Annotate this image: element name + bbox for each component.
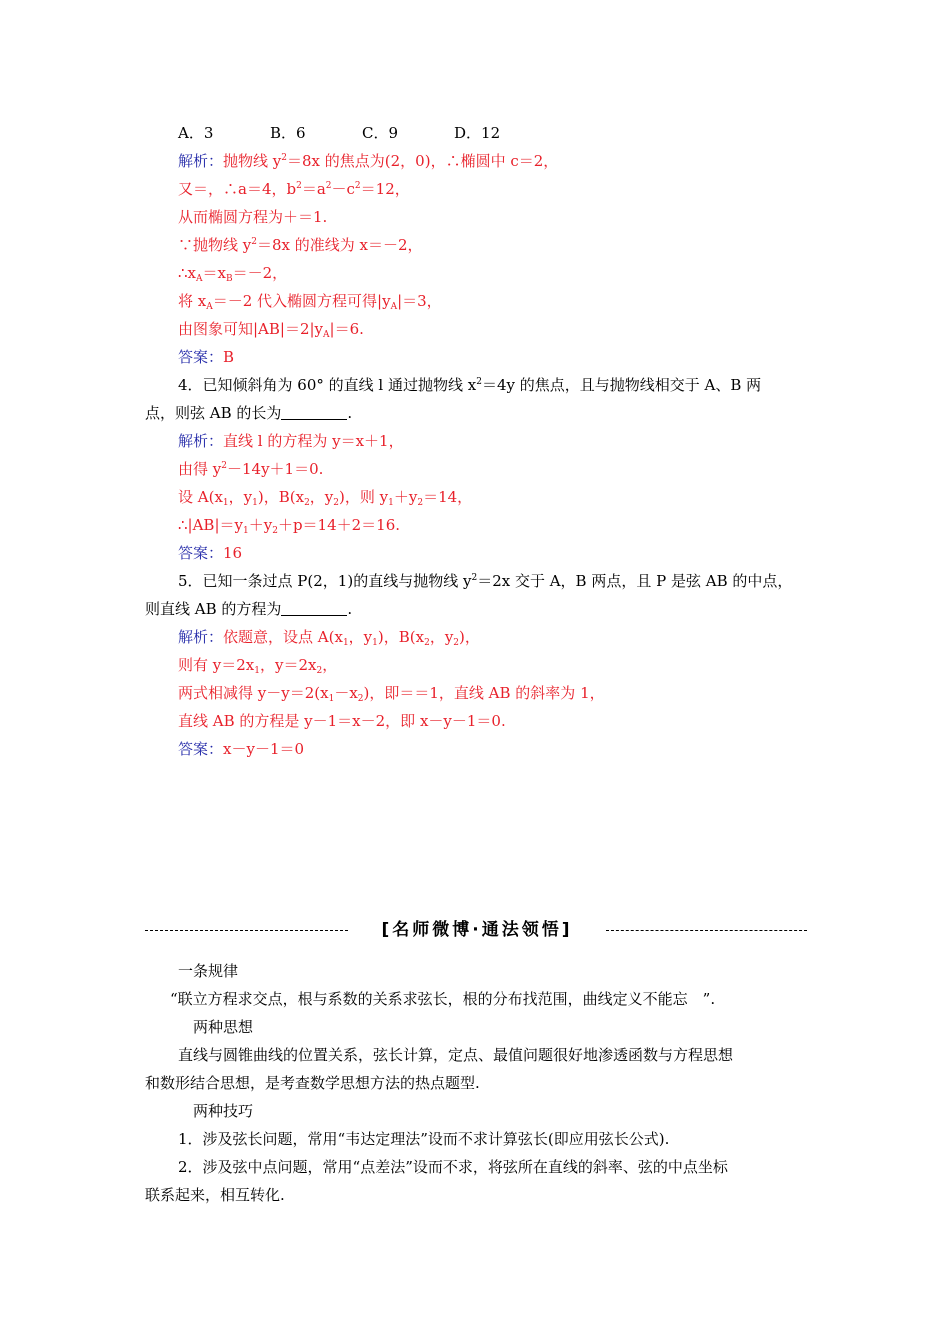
skill-item-1: 1．涉及弦长问题，常用“韦达定理法”设而不求计算弦长(即应用弦长公式).	[178, 1130, 670, 1148]
q5-solution-line-3	[178, 683, 605, 703]
answer-value: 16	[223, 544, 243, 562]
text: 又＝，∴a＝4，b	[178, 180, 297, 198]
superscript: 2	[281, 153, 287, 163]
solution-label: 解析：	[178, 152, 224, 170]
q3-answer	[178, 347, 234, 367]
text: )，则 y	[339, 488, 389, 506]
text: ，y	[309, 488, 334, 506]
subscript: 1	[342, 638, 349, 648]
skill-heading: 两种技巧	[193, 1102, 254, 1120]
q3-solution-line-6	[178, 291, 442, 311]
text: 将 x	[178, 292, 207, 310]
subscript: A	[206, 302, 213, 312]
rule-heading: 一条规律	[178, 962, 239, 980]
option-d: D．12	[454, 124, 501, 142]
subscript: 2	[357, 694, 364, 704]
q4-stem-line-2	[145, 403, 352, 423]
skill-item-2-line-1: 2．涉及弦中点问题，常用“点差法”设而不求，将弦所在直线的斜率、弦的中点坐标	[178, 1158, 728, 1176]
subscript: 2	[272, 526, 278, 536]
banner-dash-left	[145, 930, 348, 931]
text: )，	[459, 628, 480, 646]
idea-text-line-1: 直线与圆锥曲线的位置关系，弦长计算，定点、最值问题很好地渗透函数与方程思想	[178, 1046, 734, 1064]
text: )，B(x	[257, 488, 305, 506]
text: 抛物线 y	[223, 152, 282, 170]
answer-options	[178, 123, 500, 143]
text: 4．已知倾斜角为 60° 的直线 l 通过抛物线 x	[178, 376, 477, 394]
answer-blank	[281, 601, 347, 616]
text: ，	[322, 656, 338, 674]
skill-item-2-line-2: 联系起来，相互转化.	[145, 1186, 285, 1204]
q4-solution-line-3	[178, 487, 472, 507]
text: ∴x	[178, 264, 197, 282]
text: ，y	[348, 628, 373, 646]
text: 设 A(x	[178, 488, 223, 506]
option-a: A．3	[178, 124, 214, 142]
text: .	[347, 404, 353, 422]
q3-solution-line-4	[178, 235, 423, 255]
subscript: 1	[328, 694, 335, 704]
text: ＋y	[248, 516, 273, 534]
text: |＝6.	[329, 320, 364, 338]
q3-solution-line-2	[178, 179, 410, 199]
text: －14y＋1＝0.	[226, 460, 324, 478]
q4-stem-line-1	[178, 375, 761, 395]
subscript: A	[196, 274, 203, 284]
text: 则直线 AB 的方程为	[145, 600, 282, 618]
text: )，即＝＝1，直线 AB 的斜率为 1，	[363, 684, 605, 702]
superscript: 2	[471, 573, 478, 583]
subscript: A	[323, 330, 330, 340]
q4-solution-line-2	[178, 459, 323, 479]
text: ＝a	[301, 180, 326, 198]
text: 依题意，设点 A(x	[223, 628, 343, 646]
superscript: 2	[221, 461, 227, 471]
idea-heading: 两种思想	[193, 1018, 254, 1036]
text: ＝8x 的准线为 x＝－2，	[256, 236, 423, 254]
answer-label: 答案：	[178, 348, 224, 366]
solution-label: 解析：	[178, 432, 224, 450]
q5-stem-line-2	[145, 599, 352, 619]
subscript: 2	[424, 638, 430, 648]
subscript: 1	[242, 526, 249, 536]
superscript: 2	[476, 377, 482, 387]
subscript: 1	[372, 638, 378, 648]
answer-label: 答案：	[178, 544, 224, 562]
text: ，y	[228, 488, 253, 506]
q5-answer	[178, 739, 304, 759]
text: 两式相减得 y－y＝2(x	[178, 684, 329, 702]
subscript: 1	[254, 666, 260, 676]
solution-label: 解析：	[178, 628, 224, 646]
text: 则有 y＝2x	[178, 656, 255, 674]
text: －x	[334, 684, 358, 702]
q5-solution-line-1	[178, 627, 480, 647]
q4-solution-line-1	[178, 431, 404, 451]
idea-text-line-2: 和数形结合思想，是考查数学思想方法的热点题型.	[145, 1074, 480, 1092]
text: ∴|AB|＝y	[178, 516, 243, 534]
superscript: 2	[325, 181, 332, 191]
subscript: 2	[316, 666, 323, 676]
superscript: 2	[354, 181, 361, 191]
text: ＝－2 代入椭圆方程可得|y	[212, 292, 391, 310]
text: 直线 l 的方程为 y＝x＋1，	[223, 432, 404, 450]
text: ＝12，	[360, 180, 410, 198]
q3-solution-line-3: 从而椭圆方程为＋＝1.	[178, 208, 328, 226]
subscript: 2	[304, 498, 310, 508]
subscript: A	[390, 302, 398, 312]
q5-stem-line-1	[178, 571, 792, 591]
answer-label: 答案：	[178, 740, 224, 758]
option-c: C．9	[362, 124, 399, 142]
text: ，y	[429, 628, 454, 646]
text: －c	[331, 180, 355, 198]
text: ＝8x 的焦点为(2，0)，∴椭圆中 c＝2，	[287, 152, 559, 170]
text: ，y＝2x	[259, 656, 317, 674]
q3-solution-line-1	[178, 151, 558, 171]
subscript: 2	[417, 498, 424, 508]
text: ∵抛物线 y	[178, 236, 252, 254]
banner-dash-right	[606, 930, 807, 931]
text: 由得 y	[178, 460, 222, 478]
superscript: 2	[296, 181, 302, 191]
subscript: 1	[222, 498, 229, 508]
text: |＝3，	[397, 292, 442, 310]
banner-title: [名师微博·通法领悟]	[381, 920, 573, 940]
text: )，B(x	[377, 628, 425, 646]
text: 点，则弦 AB 的长为	[145, 404, 282, 422]
q5-solution-line-4: 直线 AB 的方程是 y－1＝x－2，即 x－y－1＝0.	[178, 712, 506, 730]
text: ＋p＝14＋2＝16.	[277, 516, 401, 534]
q4-answer	[178, 543, 242, 563]
text: ＋y	[393, 488, 418, 506]
subscript: B	[225, 274, 233, 284]
text: ＝4y 的焦点，且与抛物线相交于 A、B 两	[481, 376, 762, 394]
subscript: 1	[252, 498, 258, 508]
subscript: 1	[388, 498, 394, 508]
text: .	[347, 600, 353, 618]
text: 5．已知一条过点 P(2，1)的直线与抛物线 y	[178, 572, 472, 590]
text: ＝2x 交于 A，B 两点，且 P 是弦 AB 的中点，	[477, 572, 793, 590]
subscript: 2	[453, 638, 460, 648]
text: ＝14，	[423, 488, 473, 506]
q3-solution-line-5	[178, 263, 287, 283]
subscript: 2	[333, 498, 340, 508]
rule-text: “联立方程求交点，根与系数的关系求弦长，根的分布找范围，曲线定义不能忘 ”.	[170, 990, 716, 1008]
q3-solution-line-7	[178, 319, 364, 339]
option-b: B．6	[270, 124, 306, 142]
section-banner	[145, 918, 807, 942]
q4-solution-line-4	[178, 515, 400, 535]
answer-value: B	[223, 348, 235, 366]
text: 由图象可知|AB|＝2|y	[178, 320, 324, 338]
q5-solution-line-2	[178, 655, 337, 675]
answer-value: x－y－1＝0	[223, 740, 305, 758]
text: ＝－2，	[232, 264, 288, 282]
superscript: 2	[251, 237, 257, 247]
text: ＝x	[202, 264, 226, 282]
answer-blank	[281, 405, 347, 420]
